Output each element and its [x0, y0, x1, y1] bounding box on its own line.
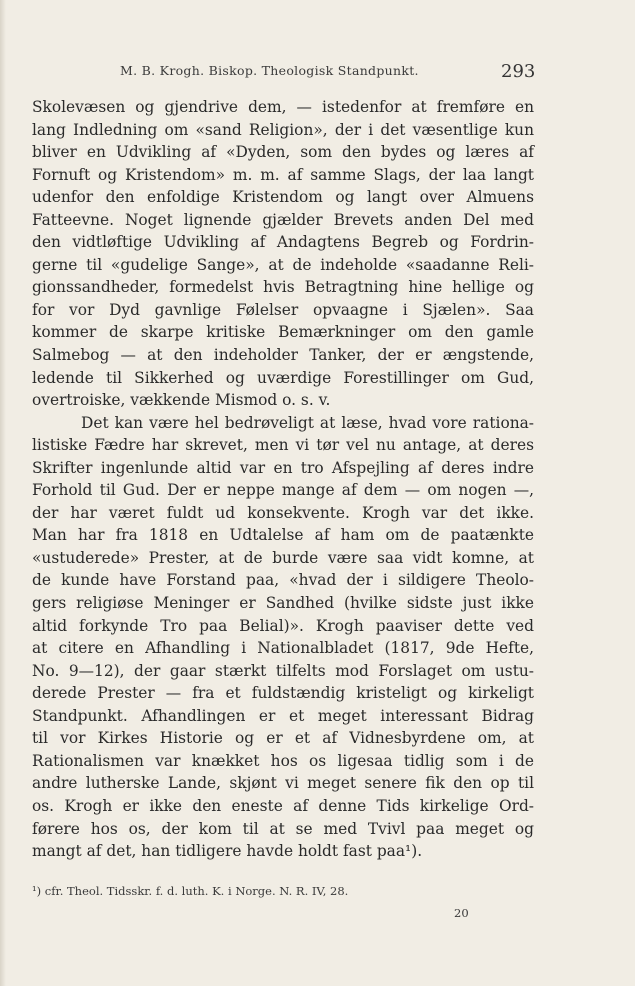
text-line: til vor Kirkes Historie og er et af Vidnesbyrdene om, at [32, 729, 534, 748]
text-line: Salmebog — at den indeholder Tanker, der er ængstende, [32, 346, 534, 365]
text-line: bliver en Udvikling af «Dyden, som den bydes og læres af [32, 143, 534, 162]
text-line: derede Prester — fra et fuldstændig kristeligt og kirkeligt [32, 684, 534, 703]
text-line: gerne til «gudelige Sange», at de indeholde «saadanne Reli- [32, 255, 534, 274]
text-line: de kunde have Forstand paa, «hvad der i sildigere Theolo- [32, 571, 534, 590]
footnote-text: cfr. Theol. Tidsskr. f. d. luth. K. i Norge. N. R. IV, 28. [44, 884, 349, 898]
text-line: for vor Dyd gavnlige Følelser opvaagne i Sjælen». Saa [32, 300, 534, 319]
page-edge [0, 0, 6, 986]
text-line: at citere en Afhandling i Nationalbladet (1817, 9de Hefte, [32, 639, 534, 658]
text-line: Forhold til Gud. Der er neppe mange af dem — om nogen —, [32, 481, 534, 500]
running-title: M. B. Krogh. Biskop. Theologisk Standpunkt. [120, 63, 419, 78]
text-line: os. Krogh er ikke den eneste af denne Tids kirkelige Ord- [32, 796, 534, 815]
body-text [32, 96, 534, 863]
text-line: Standpunkt. Afhandlingen er et meget interessant Bidrag [32, 706, 534, 725]
text-line: Fornuft og Kristendom» m. m. af samme Slags, der laa langt [32, 165, 534, 184]
text-line: Det kan være hel bedrøveligt at læse, hvad vore rationa- [81, 413, 534, 432]
footnote-marker: ¹) [32, 884, 42, 898]
text-line: gionssandheder, formedelst hvis Betragtning hine hellige og [32, 278, 534, 297]
text-line: lang Indledning om «sand Religion», der i det væsentlige kun [32, 120, 534, 139]
text-line: udenfor den enfoldige Kristendom og langt over Almuens [32, 188, 534, 207]
text-line: mangt af det, han tidligere havde holdt fast paa¹). [32, 842, 423, 861]
text-line: Skrifter ingenlunde altid var en tro Afspejling af deres indre [32, 458, 534, 477]
signature-mark: 20 [454, 906, 469, 920]
page-number: 293 [501, 61, 536, 82]
footnote [32, 884, 348, 898]
text-line: No. 9—12), der gaar stærkt tilfelts mod Forslaget om ustu- [32, 661, 534, 680]
running-head [0, 63, 635, 83]
text-line: listiske Fædre har skrevet, men vi tør vel nu antage, at deres [32, 436, 534, 455]
text-line: overtroiske, vækkende Mismod o. s. v. [32, 391, 331, 410]
text-line: andre lutherske Lande, skjønt vi meget senere fik den op til [32, 774, 534, 793]
text-line: Rationalismen var knækket hos os ligesaa tidlig som i de [32, 751, 534, 770]
text-line: førere hos os, der kom til at se med Tvivl paa meget og [32, 819, 534, 838]
text-line: Skolevæsen og gjendrive dem, — istedenfor at fremføre en [32, 98, 534, 116]
text-line: Man har fra 1818 en Udtalelse af ham om de paatænkte [32, 526, 534, 545]
text-line: der har været fuldt ud konsekvente. Krogh var det ikke. [32, 503, 534, 522]
text-line: gers religiøse Meninger er Sandhed (hvilke sidste just ikke [32, 594, 534, 613]
text-line: kommer de skarpe kritiske Bemærkninger om den gamle [32, 323, 534, 342]
text-line: den vidtløftige Udvikling af Andagtens Begreb og Fordrin- [32, 233, 534, 252]
text-line: altid forkynde Tro paa Belial)». Krogh paaviser dette ved [32, 616, 534, 635]
text-line: ledende til Sikkerhed og uværdige Forestillinger om Gud, [32, 368, 534, 387]
text-line: Fatteevne. Noget lignende gjælder Brevets anden Del med [32, 210, 534, 229]
text-line: «ustuderede» Prester, at de burde være saa vidt komne, at [32, 548, 534, 567]
